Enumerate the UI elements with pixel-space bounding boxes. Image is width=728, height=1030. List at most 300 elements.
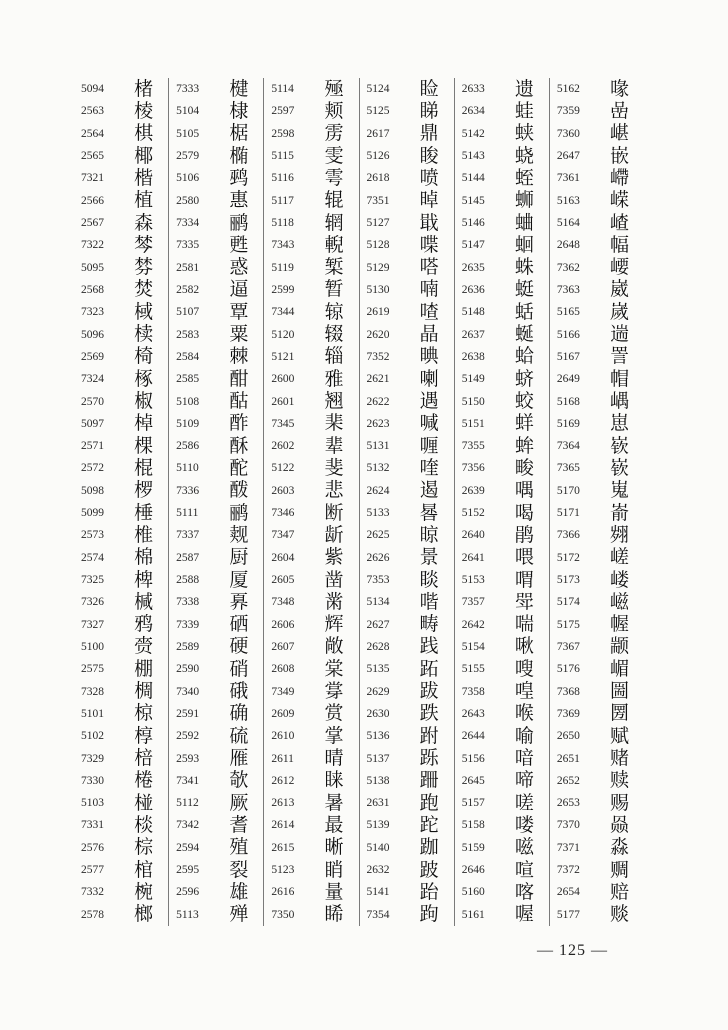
char-code: 2651 (556, 752, 580, 765)
hanzi-character: 棠 (324, 657, 344, 680)
hanzi-character: 喙 (610, 77, 630, 100)
hanzi-character: 嵽 (610, 166, 630, 189)
char-code: 2596 (176, 886, 200, 899)
hanzi-character: 喷 (419, 166, 439, 189)
char-code: 5176 (556, 663, 580, 676)
hanzi-character: 楷 (134, 166, 154, 189)
char-code: 2611 (271, 752, 294, 765)
hanzi-character: 辌 (324, 300, 344, 323)
char-code: 7371 (556, 841, 580, 854)
table-row (81, 904, 163, 926)
hanzi-character: 椟 (134, 323, 154, 346)
table-row (462, 881, 544, 903)
hanzi-character: 颛 (610, 635, 630, 658)
table-row (176, 703, 258, 725)
hanzi-character: 暂 (324, 278, 344, 301)
hanzi-character: 粟 (229, 323, 249, 346)
table-row (81, 368, 163, 390)
hanzi-character: 量 (324, 880, 344, 903)
hanzi-character: 椠 (324, 256, 344, 279)
char-code: 2641 (461, 551, 485, 564)
hanzi-character: 喃 (419, 278, 439, 301)
char-code: 5147 (461, 239, 485, 252)
table-row (367, 569, 449, 591)
hanzi-character: 蛘 (514, 412, 534, 435)
hanzi-character: 淼 (610, 836, 630, 859)
char-code: 2636 (461, 283, 485, 296)
table-row (176, 78, 258, 100)
table-row (557, 859, 639, 881)
char-code: 5150 (461, 395, 485, 408)
hanzi-character: 雯 (324, 144, 344, 167)
hanzi-character: 跋 (419, 680, 439, 703)
table-row (557, 747, 639, 769)
table-row (271, 502, 353, 524)
table-row (367, 904, 449, 926)
table-row (557, 680, 639, 702)
hanzi-character: 崾 (610, 256, 630, 279)
hanzi-character: 喟 (514, 568, 534, 591)
table-row (271, 636, 353, 658)
hanzi-character: 椑 (134, 568, 154, 591)
hanzi-character: 景 (419, 546, 439, 569)
hanzi-character: 嵬 (610, 479, 630, 502)
table-row (557, 190, 639, 212)
char-code: 2571 (81, 440, 104, 453)
hanzi-character: 嵌 (610, 144, 630, 167)
char-code: 5156 (461, 752, 485, 765)
char-code: 7369 (556, 707, 580, 720)
char-code: 2605 (271, 574, 295, 587)
char-code: 2585 (176, 373, 200, 386)
hanzi-character: 跎 (419, 813, 439, 836)
table-row (367, 881, 449, 903)
table-row (81, 234, 163, 256)
hanzi-character: 酤 (229, 390, 249, 413)
table-row (81, 814, 163, 836)
char-code: 2618 (366, 172, 390, 185)
hanzi-character: 戢 (419, 211, 439, 234)
char-code: 2573 (81, 529, 104, 542)
table-row (557, 78, 639, 100)
hanzi-character: 蛞 (514, 300, 534, 323)
hanzi-character: 辈 (324, 434, 344, 457)
hanzi-character: 断 (324, 501, 344, 524)
char-code: 2650 (556, 730, 580, 743)
table-row (271, 457, 353, 479)
char-code: 2574 (81, 551, 104, 564)
hanzi-character: 蛛 (514, 256, 534, 279)
char-code: 2616 (271, 886, 295, 899)
hanzi-character: 赑 (610, 813, 630, 836)
hanzi-character: 硬 (229, 635, 249, 658)
table-row (271, 770, 353, 792)
char-code: 2640 (461, 529, 485, 542)
hanzi-character: 遇 (419, 390, 439, 413)
table-row (367, 212, 449, 234)
hanzi-character: 棣 (229, 99, 249, 122)
table-row (462, 658, 544, 680)
hanzi-character: 喊 (419, 412, 439, 435)
hanzi-character: 崴 (610, 278, 630, 301)
char-code: 5161 (461, 908, 485, 921)
hanzi-character: 棐 (324, 412, 344, 435)
table-row (176, 837, 258, 859)
char-code: 5157 (461, 797, 485, 810)
table-row (557, 480, 639, 502)
table-row (557, 167, 639, 189)
table-row (557, 591, 639, 613)
hanzi-character: 棪 (134, 813, 154, 836)
table-row (81, 747, 163, 769)
char-code: 2620 (366, 328, 390, 341)
table-row (367, 279, 449, 301)
table-row (271, 792, 353, 814)
table-row (176, 747, 258, 769)
char-code: 5175 (556, 618, 580, 631)
char-code: 7340 (176, 685, 200, 698)
hanzi-character: 颊 (324, 99, 344, 122)
table-row (271, 390, 353, 412)
table-row (81, 390, 163, 412)
char-code: 2639 (461, 484, 485, 497)
table-row (557, 368, 639, 390)
char-code: 7368 (556, 685, 580, 698)
hanzi-character: 赕 (610, 903, 630, 926)
hanzi-character: 嵗 (610, 300, 630, 323)
char-code: 2627 (366, 618, 390, 631)
table-row (367, 680, 449, 702)
table-row (557, 636, 639, 658)
table-row (462, 190, 544, 212)
table-row (557, 904, 639, 926)
hanzi-character: 赒 (610, 858, 630, 881)
table-row (81, 100, 163, 122)
char-code: 5151 (461, 417, 485, 430)
char-code: 5153 (461, 574, 485, 587)
char-code: 2606 (271, 618, 295, 631)
char-code: 5127 (366, 217, 390, 230)
char-code: 7364 (556, 440, 580, 453)
hanzi-character: 蛳 (514, 189, 534, 212)
hanzi-character: 雄 (229, 880, 249, 903)
hanzi-character: 畯 (514, 456, 534, 479)
table-row (367, 413, 449, 435)
char-code: 5138 (366, 774, 390, 787)
char-code: 5094 (81, 83, 104, 96)
char-code: 2602 (271, 440, 295, 453)
hanzi-character: 詈 (610, 345, 630, 368)
hanzi-character: 棼 (134, 256, 154, 279)
hanzi-character: 逼 (229, 278, 249, 301)
table-row (176, 323, 258, 345)
hanzi-character: 喔 (514, 903, 534, 926)
hanzi-character: 睎 (324, 903, 344, 926)
table-row (176, 770, 258, 792)
char-code: 5142 (461, 127, 485, 140)
hanzi-character: 蜒 (514, 323, 534, 346)
hanzi-character: 喑 (514, 747, 534, 770)
hanzi-character: 棍 (134, 456, 154, 479)
table-row (176, 413, 258, 435)
hanzi-character: 喀 (514, 880, 534, 903)
char-code: 2576 (81, 841, 104, 854)
char-code: 2609 (271, 707, 295, 720)
hanzi-character: 酢 (229, 412, 249, 435)
hanzi-character: 喻 (514, 724, 534, 747)
table-row (81, 792, 163, 814)
table-row (367, 190, 449, 212)
table-row (557, 301, 639, 323)
char-code: 2584 (176, 350, 200, 363)
table-row (176, 636, 258, 658)
hanzi-character: 跔 (419, 903, 439, 926)
hanzi-character: 辍 (324, 323, 344, 346)
char-code: 7366 (556, 529, 580, 542)
table-row (81, 167, 163, 189)
char-code: 2586 (176, 440, 200, 453)
table-row (81, 190, 163, 212)
char-code: 7334 (176, 217, 200, 230)
char-code: 7355 (461, 440, 485, 453)
char-code: 2632 (366, 864, 390, 877)
table-row (557, 457, 639, 479)
hanzi-character: 喱 (419, 434, 439, 457)
table-column (359, 78, 454, 926)
char-code: 2577 (81, 864, 104, 877)
table-row (557, 212, 639, 234)
char-code: 2644 (461, 730, 485, 743)
char-code: 5097 (81, 417, 104, 430)
char-code: 2581 (176, 261, 200, 274)
hanzi-character: 辊 (324, 189, 344, 212)
char-code: 5173 (556, 574, 580, 587)
table-row (176, 257, 258, 279)
table-row (367, 390, 449, 412)
char-code: 7338 (176, 596, 200, 609)
hanzi-character: 鹂 (229, 211, 249, 234)
table-row (462, 837, 544, 859)
table-row (462, 859, 544, 881)
table-row (367, 524, 449, 546)
hanzi-character: 睇 (419, 99, 439, 122)
hanzi-character: 椅 (134, 345, 154, 368)
table-row (176, 680, 258, 702)
hanzi-character: 嗟 (514, 791, 534, 814)
char-code: 7348 (271, 596, 295, 609)
char-code: 2604 (271, 551, 295, 564)
char-code: 2629 (366, 685, 390, 698)
char-code: 2607 (271, 640, 295, 653)
hanzi-character: 殛 (324, 77, 344, 100)
char-code: 5158 (461, 819, 485, 832)
char-code: 5112 (176, 797, 199, 810)
table-row (81, 658, 163, 680)
table-row (557, 390, 639, 412)
char-code: 5144 (461, 172, 485, 185)
hanzi-character: 喝 (514, 501, 534, 524)
char-code: 7322 (81, 239, 104, 252)
char-code: 7323 (81, 306, 104, 319)
table-row (81, 837, 163, 859)
char-code: 5098 (81, 484, 104, 497)
hanzi-character: 赔 (610, 880, 630, 903)
hanzi-character: 酡 (229, 456, 249, 479)
table-row (81, 123, 163, 145)
hanzi-character: 遏 (419, 479, 439, 502)
char-code: 7370 (556, 819, 580, 832)
hanzi-character: 紫 (324, 546, 344, 569)
char-code: 5164 (556, 217, 580, 230)
char-code: 7372 (556, 864, 580, 877)
hanzi-character: 帽 (610, 367, 630, 390)
hanzi-character: 啼 (514, 769, 534, 792)
table-row (176, 658, 258, 680)
table-row (557, 524, 639, 546)
table-row (367, 636, 449, 658)
char-code: 2631 (366, 797, 390, 810)
hanzi-character: 晴 (324, 747, 344, 770)
table-row (81, 770, 163, 792)
table-row (271, 569, 353, 591)
table-row (81, 413, 163, 435)
table-row (462, 368, 544, 390)
table-row (462, 547, 544, 569)
hanzi-character: 蛑 (514, 434, 534, 457)
char-code: 5109 (176, 417, 200, 430)
page-number: — 125 — (537, 942, 608, 959)
hanzi-character: 蛔 (514, 233, 534, 256)
hanzi-character: 蜓 (514, 278, 534, 301)
hanzi-character: 赍 (134, 635, 154, 658)
char-code: 5129 (366, 261, 390, 274)
table-row (271, 301, 353, 323)
char-code: 5145 (461, 194, 485, 207)
char-code: 7339 (176, 618, 200, 631)
hanzi-character: 椤 (134, 479, 154, 502)
hanzi-character: 辉 (324, 613, 344, 636)
hanzi-character: 雅 (324, 367, 344, 390)
char-code: 2646 (461, 864, 485, 877)
table-row (367, 100, 449, 122)
hanzi-character: 嵘 (610, 189, 630, 212)
char-code: 5103 (81, 797, 104, 810)
char-code: 5125 (366, 105, 390, 118)
char-code: 2610 (271, 730, 295, 743)
hanzi-character: 嵝 (610, 568, 630, 591)
char-code: 5117 (271, 194, 294, 207)
table-row (367, 591, 449, 613)
char-code: 5146 (461, 217, 485, 230)
table-row (367, 457, 449, 479)
table-row (81, 346, 163, 368)
table-row (557, 502, 639, 524)
char-code: 2630 (366, 707, 390, 720)
table-row (271, 904, 353, 926)
char-code: 2583 (176, 328, 200, 341)
table-row (557, 435, 639, 457)
table-row (367, 368, 449, 390)
table-row (462, 212, 544, 234)
table-row (176, 212, 258, 234)
table-row (367, 123, 449, 145)
char-code: 5126 (366, 150, 390, 163)
char-code: 2625 (366, 529, 390, 542)
table-row (462, 814, 544, 836)
hanzi-character: 鹂 (229, 501, 249, 524)
char-code: 5170 (556, 484, 580, 497)
table-row (271, 747, 353, 769)
hanzi-character: 酦 (229, 479, 249, 502)
char-code: 5172 (556, 551, 580, 564)
hanzi-character: 楮 (134, 77, 154, 100)
char-code: 5120 (271, 328, 295, 341)
hanzi-character: 跞 (419, 747, 439, 770)
hanzi-character: 鸦 (134, 613, 154, 636)
hanzi-character: 奡 (229, 590, 249, 613)
hanzi-character: 椎 (134, 523, 154, 546)
char-code: 2652 (556, 774, 580, 787)
table-row (271, 703, 353, 725)
char-code: 2567 (81, 217, 104, 230)
table-row (557, 123, 639, 145)
char-code: 5108 (176, 395, 200, 408)
table-row (271, 123, 353, 145)
table-row (367, 725, 449, 747)
table-row (367, 837, 449, 859)
char-code: 2647 (556, 150, 580, 163)
hanzi-character: 赎 (610, 769, 630, 792)
table-row (462, 770, 544, 792)
char-code: 5106 (176, 172, 200, 185)
table-row (81, 569, 163, 591)
table-row (176, 123, 258, 145)
char-code: 7345 (271, 417, 295, 430)
hanzi-character: 喁 (514, 479, 534, 502)
table-row (462, 346, 544, 368)
char-code: 5140 (366, 841, 390, 854)
char-code: 7324 (81, 373, 104, 386)
table-row (271, 591, 353, 613)
char-code: 7327 (81, 618, 104, 631)
hanzi-character: 赋 (610, 724, 630, 747)
hanzi-character: 蛭 (514, 166, 534, 189)
hanzi-character: 跑 (419, 791, 439, 814)
char-code: 5122 (271, 462, 295, 475)
hanzi-character: 嵚 (610, 456, 630, 479)
table-row (271, 680, 353, 702)
table-row (462, 636, 544, 658)
char-code: 7329 (81, 752, 104, 765)
table-row (462, 591, 544, 613)
char-code: 2592 (176, 730, 200, 743)
char-code: 2645 (461, 774, 485, 787)
char-code: 7332 (81, 886, 104, 899)
hanzi-character: 棓 (134, 747, 154, 770)
table-row (462, 480, 544, 502)
table-row (557, 837, 639, 859)
char-code: 2617 (366, 127, 390, 140)
char-code: 5167 (556, 350, 580, 363)
hanzi-character: 睐 (324, 769, 344, 792)
char-code: 7333 (176, 83, 200, 96)
char-code: 2634 (461, 105, 485, 118)
table-row (462, 524, 544, 546)
char-code: 5121 (271, 350, 295, 363)
char-code: 2578 (81, 908, 104, 921)
table-row (367, 547, 449, 569)
table-row (271, 614, 353, 636)
